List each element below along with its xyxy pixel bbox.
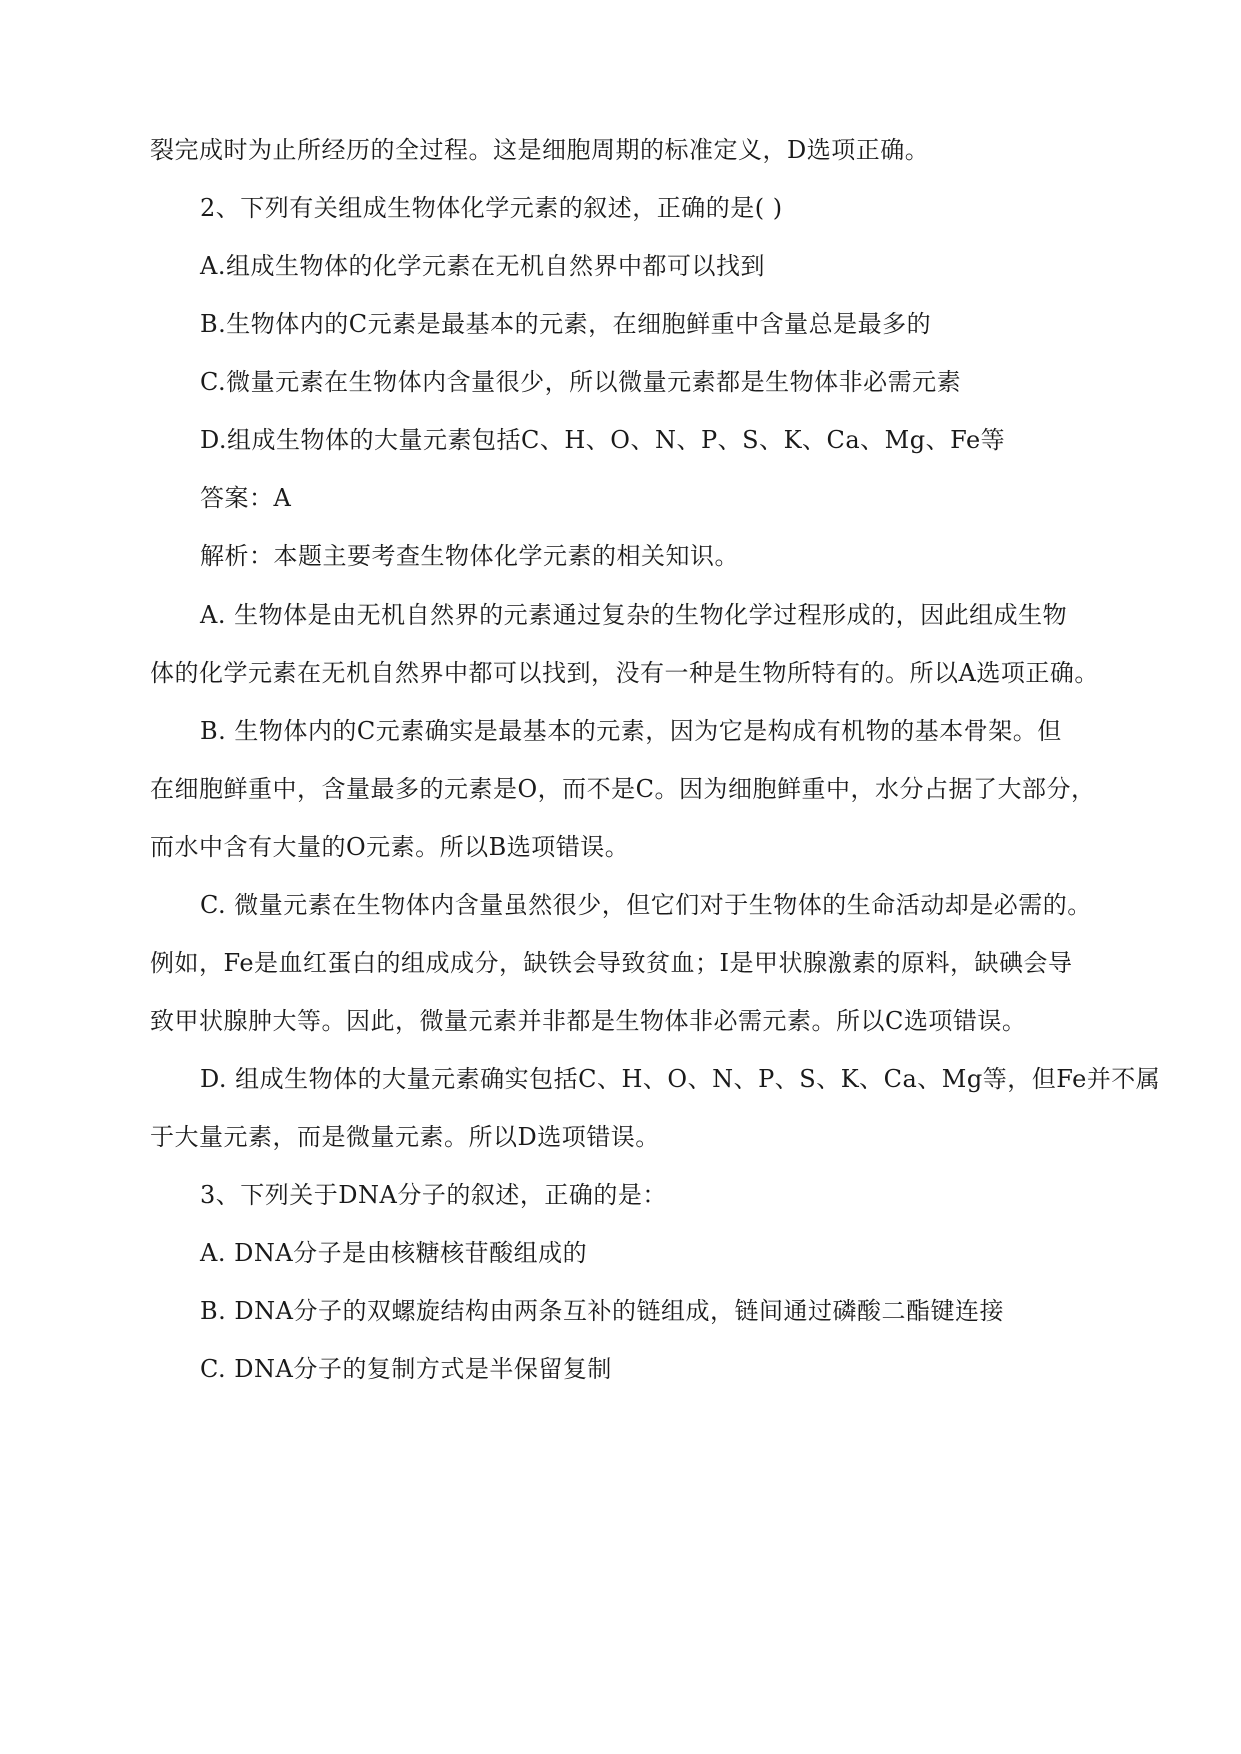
- analysis-b-line-2: 在细胞鲜重中，含量最多的元素是O，而不是C。因为细胞鲜重中，水分占据了大部分，: [150, 775, 1096, 803]
- analysis-b-line-3: 而水中含有大量的O元素。所以B选项错误。: [150, 833, 630, 861]
- question-2-option-d: D.组成生物体的大量元素包括C、H、O、N、P、S、K、Ca、Mg、Fe等: [200, 426, 1006, 454]
- analysis-c-line-2: 例如，Fe是血红蛋白的组成成分，缺铁会导致贫血；I是甲状腺激素的原料，缺碘会导: [150, 949, 1073, 977]
- question-2-option-c: C.微量元素在生物体内含量很少，所以微量元素都是生物体非必需元素: [200, 368, 962, 396]
- analysis-b-line-1: B. 生物体内的C元素确实是最基本的元素，因为它是构成有机物的基本骨架。但: [200, 717, 1062, 745]
- question-2-option-a: A.组成生物体的化学元素在无机自然界中都可以找到: [200, 252, 765, 280]
- paragraph-line: 裂完成时为止所经历的全过程。这是细胞周期的标准定义，D选项正确。: [150, 136, 930, 164]
- analysis-a-line-1: A. 生物体是由无机自然界的元素通过复杂的生物化学过程形成的，因此组成生物: [200, 601, 1068, 629]
- question-3-stem: 3、下列关于DNA分子的叙述，正确的是：: [200, 1181, 667, 1209]
- analysis-d-line-1: D. 组成生物体的大量元素确实包括C、H、O、N、P、S、K、Ca、Mg等，但Fe并不属: [200, 1065, 1161, 1093]
- question-3-option-b: B. DNA分子的双螺旋结构由两条互补的链组成，链间通过磷酸二酯键连接: [200, 1297, 1004, 1325]
- analysis-d-line-2: 于大量元素，而是微量元素。所以D选项错误。: [150, 1123, 660, 1151]
- analysis-c-line-3: 致甲状腺肿大等。因此，微量元素并非都是生物体非必需元素。所以C选项错误。: [150, 1007, 1027, 1035]
- question-2-option-b: B.生物体内的C元素是最基本的元素，在细胞鲜重中含量总是最多的: [200, 310, 932, 338]
- analysis-c-line-1: C. 微量元素在生物体内含量虽然很少，但它们对于生物体的生命活动却是必需的。: [200, 891, 1092, 919]
- question-3-option-c: C. DNA分子的复制方式是半保留复制: [200, 1355, 612, 1383]
- question-3-option-a: A. DNA分子是由核糖核苷酸组成的: [200, 1239, 588, 1267]
- analysis-a-line-2: 体的化学元素在无机自然界中都可以找到，没有一种是生物所特有的。所以A选项正确。: [150, 659, 1099, 687]
- question-2-stem: 2、下列有关组成生物体化学元素的叙述，正确的是( ): [200, 194, 783, 222]
- analysis-intro: 解析：本题主要考查生物体化学元素的相关知识。: [200, 542, 739, 570]
- answer-line: 答案：A: [200, 484, 292, 512]
